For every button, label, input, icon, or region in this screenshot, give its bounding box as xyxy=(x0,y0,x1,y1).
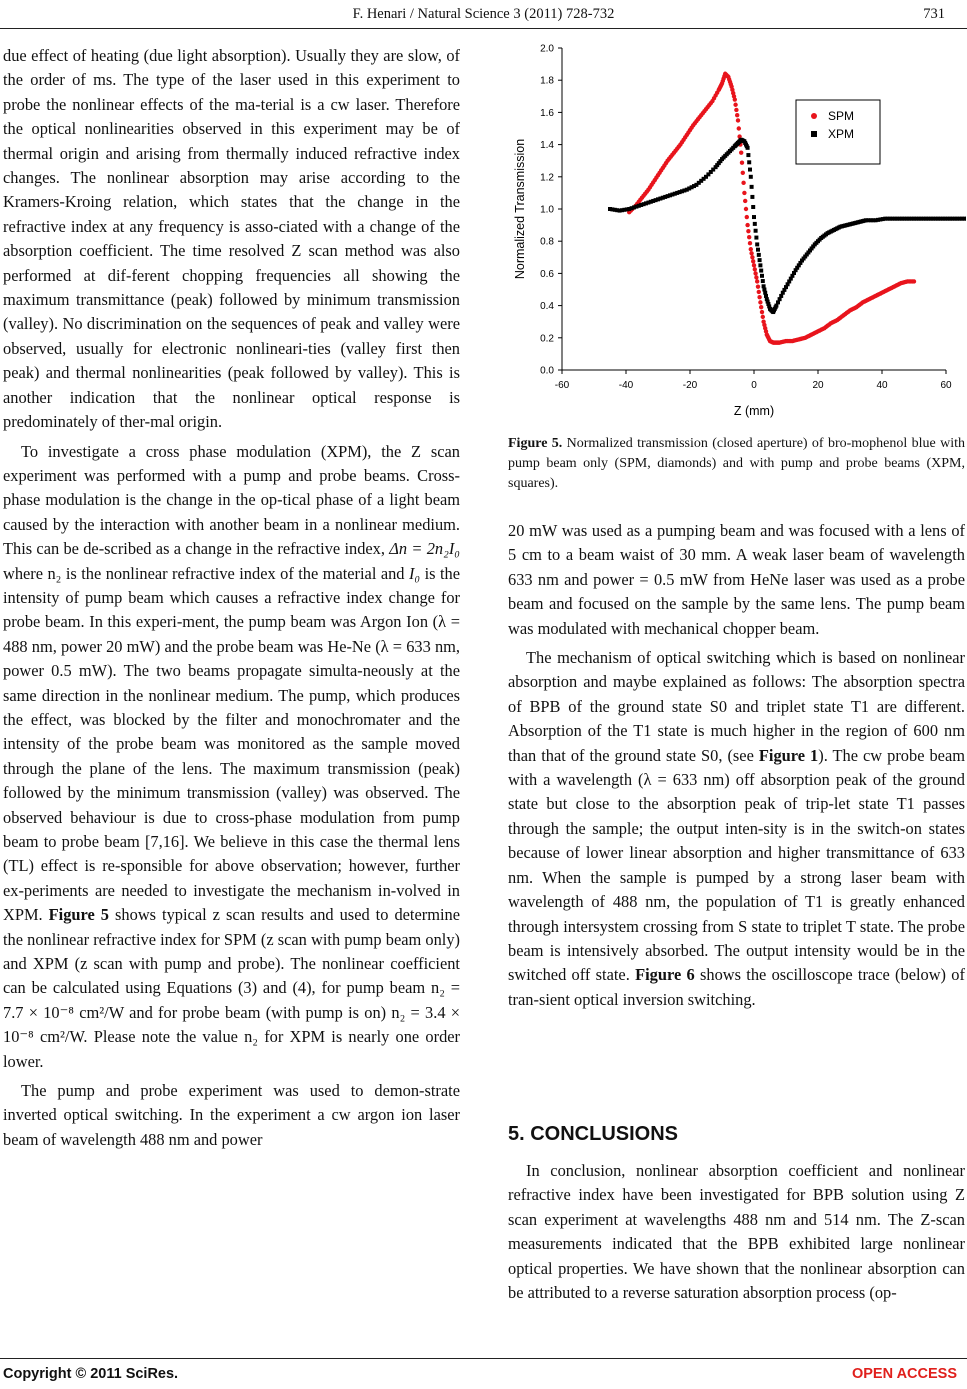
spm-point xyxy=(739,150,743,154)
spm-point xyxy=(735,113,739,117)
text-span: shows typical z scan results and used to determine the nonlinear refractive index for SPM (z scan with pump beam only) and XPM (z scan with pump and probe). The nonlinear coefficient can be calculated using Equations (3) and (4), for pump beam n₂ = 7.7 × 10⁻⁸ cm²/W and for probe beam (with pump is on) n₂ = 3.4 × 10⁻⁸ cm²/W. Please note the value n₂ for XPM is nearly one order lower. xyxy=(3,905,460,1071)
figure-5-chart xyxy=(506,40,966,425)
copyright: Copyright © 2011 SciRes. xyxy=(3,1366,179,1382)
legend-label: XPM xyxy=(828,127,855,141)
text-span: ). The cw probe beam with a wavelength (λ = 633 nm) off absorption peak of the ground state but close to the absorption peak of trip-let state T1 passes through the sample; the output inten-sity is in the switch-on states because of lower linear absorption and higher transmittance of 633 nm. When the sample is pumped by a strong laser beam with wavelength of 488 nm, the population of T1 is greatly enhanced through intersystem crossing from S state to triplet T state. The probe beam is intensively absorbed. The output intensity would be in the switched off state. xyxy=(508,745,965,985)
x-tick-label: 60 xyxy=(940,380,952,391)
xpm-point xyxy=(753,222,757,226)
spm-point xyxy=(753,267,757,271)
running-title: F. Henari / Natural Science 3 (2011) 728-732 xyxy=(352,6,615,22)
paragraph: The pump and probe experiment was used to demon-strate inverted optical switching. In the experiment a cw argon ion laser beam of wavelength 488 nm and power xyxy=(3,1081,460,1149)
spm-point xyxy=(756,284,760,288)
page-number: 731 xyxy=(923,6,945,22)
x-tick-label: 40 xyxy=(876,380,888,391)
figure-6-reference[interactable]: Figure 6 xyxy=(635,965,695,985)
y-tick-label: 1.2 xyxy=(540,172,554,184)
xpm-point xyxy=(760,274,764,278)
spm-point xyxy=(761,315,765,319)
spm-point xyxy=(758,300,762,304)
figure-5-reference[interactable]: Figure 5 xyxy=(48,905,110,925)
spm-point xyxy=(743,199,747,203)
xpm-point xyxy=(965,217,966,221)
running-header xyxy=(0,6,967,28)
section-heading: 5. CONCLUSIONS xyxy=(508,1123,679,1145)
spm-point xyxy=(745,215,749,219)
spm-point xyxy=(760,310,764,314)
xpm-point xyxy=(754,236,758,240)
spm-point xyxy=(741,171,745,175)
x-tick-label: -20 xyxy=(682,380,698,391)
xpm-point xyxy=(748,168,752,172)
xpm-point xyxy=(746,153,750,157)
conclusions-column xyxy=(508,1159,965,1305)
text-span: shows the oscilloscope trace (below) of tran-sient optical inversion switching. xyxy=(508,965,965,1009)
text-span: To investigate a cross phase modulation (XPM), the Z scan experiment was performed with a pump and probe beams. Cross-phase modulation is the change in the op-tical phase of a light beam caused by the interaction with another beam in a nonlinear medium. This can be de-scribed as a change in the refractive index, xyxy=(3,441,460,559)
xpm-point xyxy=(752,215,756,219)
spm-point xyxy=(733,103,737,107)
xpm-point xyxy=(759,269,763,273)
paragraph xyxy=(508,646,965,1012)
open-access-badge[interactable]: OPEN ACCESS xyxy=(851,1366,957,1382)
figure-5-caption xyxy=(508,434,965,494)
spm-point xyxy=(757,295,761,299)
xpm-point xyxy=(754,229,758,233)
xpm-point xyxy=(756,248,760,252)
y-tick-label: 1.4 xyxy=(540,140,554,152)
x-tick-label: -40 xyxy=(618,380,634,391)
paragraph: 20 mW was used as a pumping beam and was focused with a lens of 5 cm to a beam waist of 30 mm. A weak laser beam of wavelength 633 nm and power = 0.5 mW from HeNe laser was used as a probe beam and focused on the sample by the same lens. The pump beam was modulated with mechanical chopper beam. xyxy=(508,521,965,638)
header-rule xyxy=(0,28,967,29)
xpm-point xyxy=(761,279,765,283)
x-tick-label: 0 xyxy=(751,380,757,391)
spm-point xyxy=(752,263,756,267)
figure-1-reference[interactable]: Figure 1 xyxy=(758,745,819,765)
caption-text: Normalized transmission (closed aperture) of bro-mophenol blue with pump beam only (SPM, diamonds) and with pump and probe beams (XPM, squares). xyxy=(508,436,966,491)
spm-point xyxy=(757,290,761,294)
xpm-point xyxy=(757,253,761,257)
spm-point xyxy=(749,251,753,255)
y-tick-label: 0.2 xyxy=(540,333,554,345)
spm-point xyxy=(736,118,740,122)
spm-point xyxy=(747,235,751,239)
xpm-point xyxy=(746,146,750,150)
y-tick-label: 1.0 xyxy=(540,204,554,216)
y-tick-label: 0.0 xyxy=(540,365,554,377)
spm-point xyxy=(754,275,758,279)
legend-label: SPM xyxy=(828,109,855,123)
text-span: is the intensity of pump beam which causes a refractive index change for probe beam. In this experi-ment, the pump beam was Argon Ion (λ = 488 nm, power 20 mW) and the probe beam was He-Ne (λ = 633 nm, power 0.5 mW). The two beams propagate simulta-neously at the same direction in the nonlinear medium. The pump, which produces the effect, was blocked by the filter and monochromater and the intensity of the probe beam was monitored as the sample moved through the plane of the lens. The maximum transmission (peak) followed by the minimum transmission (valley) was observed. The observed behaviour is due to cross-phase modulation from pump beam to probe beam [7,16]. We believe in this case the thermal lens (TL) effect is re-sponsible for above observation; however, further ex-periments are needed to investigate the mechanism in-volved in XPM. xyxy=(3,563,460,925)
spm-point xyxy=(748,241,752,245)
spm-point xyxy=(733,97,737,101)
footer-rule xyxy=(0,1358,967,1359)
spm-point xyxy=(737,126,741,130)
y-axis-label: Normalized Transmission xyxy=(513,138,527,280)
xpm-point xyxy=(750,185,754,189)
xpm-point xyxy=(755,242,759,246)
spm-point xyxy=(912,279,916,283)
text-span: The mechanism of optical switching which is based on nonlinear absorption and maybe explained as follows: The absorption spectra of BPB of the ground state S0 and triplet state T1 are different. Absorption of the T1 state is much higher in the region of 600 nm than that of the ground state S0, (see xyxy=(508,648,965,765)
spm-point xyxy=(749,247,753,251)
paragraph: due effect of heating (due light absorption). Usually they are slow, of the order of ms. The type of the laser used in this experiment to probe the nonlinear effects of the ma-terial is a cw laser. Therefore the optical nonlinearities observed in this experiment may be of thermal origin and arising from thermally induced refractive index changes. The nonlinear absorption may arise according to the Kramers-Kroing relation, which states that the change in the refractive index at any frequency is asso-ciated with a change of the absorption coefficient. The time resolved Z scan method was also performed at dif-ferent chopping frequencies all showing the maximum transmittance (peak) followed by minimum transmission (valley). No discrimination on the sequences of peak and valley were observed, usually for electronic nonlineari-ties (valley first then peak) and thermal nonlinearities (peak followed by valley). This is another indication that the nonlinear optical response is predominately of ther-mal origin. xyxy=(3,46,460,432)
spm-point xyxy=(734,108,738,112)
equation-delta-n: Δn = 2n₂I₀ xyxy=(389,539,460,559)
x-tick-label: 20 xyxy=(812,380,824,391)
equation-intensity: I₀ xyxy=(408,563,421,583)
y-tick-label: 0.8 xyxy=(540,236,554,248)
y-tick-label: 1.6 xyxy=(540,107,554,119)
left-column xyxy=(3,44,460,1152)
right-column xyxy=(508,519,965,1012)
xpm-point xyxy=(749,175,753,179)
spm-point xyxy=(750,255,754,259)
x-tick-label: -60 xyxy=(554,380,570,391)
spm-point xyxy=(745,223,749,227)
xpm-point xyxy=(750,195,754,199)
spm-point xyxy=(753,271,757,275)
xpm-point xyxy=(747,160,751,164)
spm-point xyxy=(742,191,746,195)
y-tick-label: 2.0 xyxy=(540,43,554,55)
legend-marker xyxy=(811,131,817,137)
y-tick-label: 0.6 xyxy=(540,268,554,280)
spm-point xyxy=(746,229,750,233)
spm-point xyxy=(751,259,755,263)
caption-label: Figure 5. xyxy=(508,436,563,451)
text-span: where n₂ is the nonlinear refractive index of the material and xyxy=(3,563,405,583)
y-tick-label: 0.4 xyxy=(540,301,554,313)
spm-point xyxy=(755,279,759,283)
x-axis-label: Z (mm) xyxy=(733,404,775,418)
legend-marker xyxy=(811,113,817,119)
xpm-point xyxy=(758,258,762,262)
spm-point xyxy=(740,161,744,165)
paragraph xyxy=(3,440,460,1075)
spm-point xyxy=(741,181,745,185)
xpm-point xyxy=(758,263,762,267)
y-tick-label: 1.8 xyxy=(540,75,554,87)
xpm-point xyxy=(751,205,755,209)
paragraph: In conclusion, nonlinear absorption coefficient and nonlinear refractive index have been investigated for BPB solution using Z scan experiment at wavelengths 488 nm and 514 nm. The Z-scan measurements indicated that the BPB exhibited large nonlinear optical properties. We have shown that the nonlinear absorption can be attributed to a reverse saturation absorption process (op- xyxy=(508,1161,965,1303)
spm-point xyxy=(744,207,748,211)
spm-point xyxy=(759,305,763,309)
plot-area xyxy=(513,44,966,419)
